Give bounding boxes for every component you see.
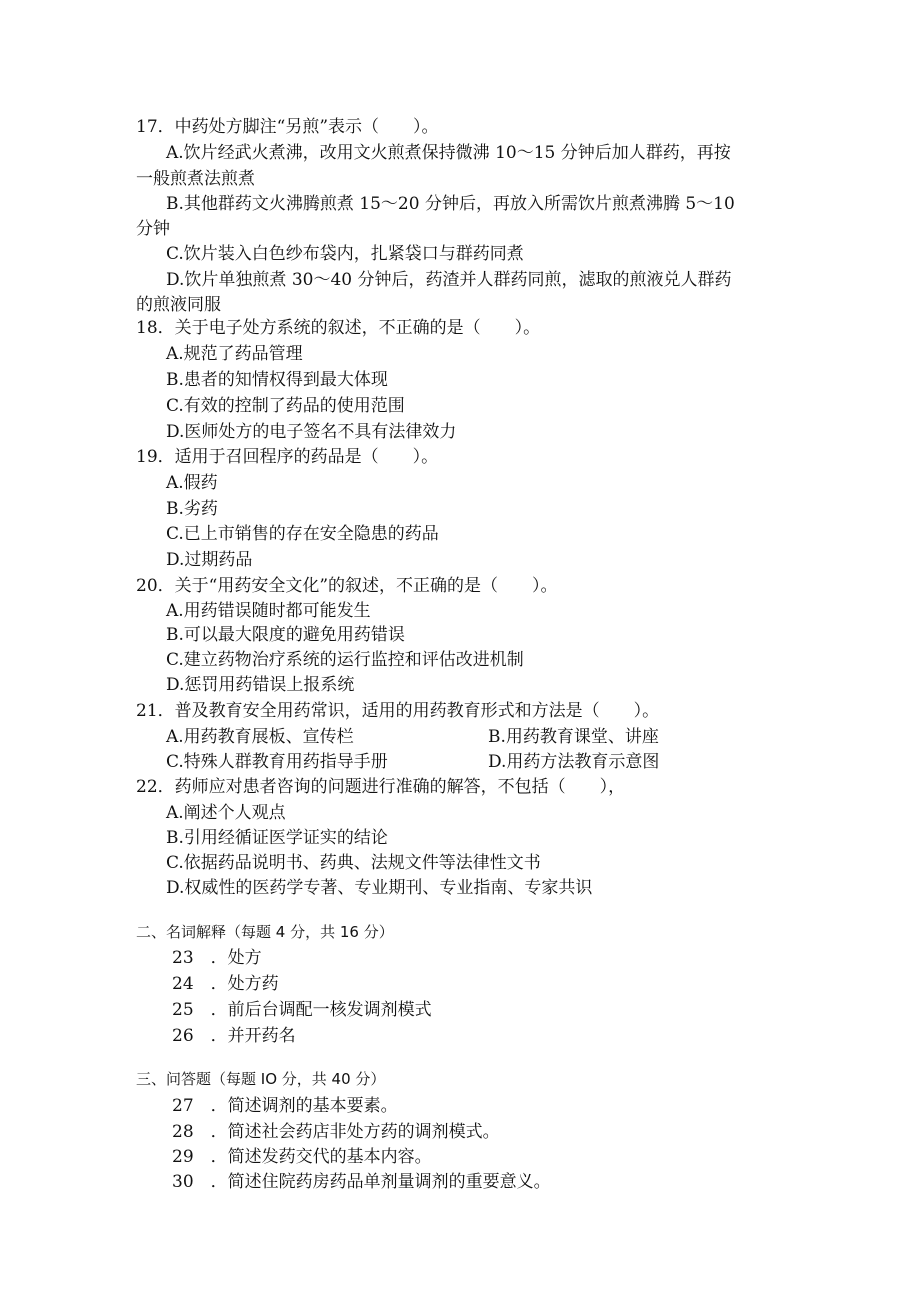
question-text: ．适用于召回程序的药品是（ ）。 bbox=[157, 447, 439, 467]
essay-question: 30 ．简述住院药房药品单剂量调剂的重要意义。 bbox=[172, 1172, 551, 1192]
question-20-stem bbox=[136, 573, 558, 599]
option-d: D.饮片单独煎煮 30～40 分钟后，药渣并人群药同煎，滤取的煎液兑人群药 bbox=[166, 270, 732, 290]
question-18-stem bbox=[136, 315, 540, 341]
term-item: 24 ．处方药 bbox=[172, 974, 279, 994]
question-text: ．普及教育安全用药常识，适用的用药教育形式和方法是（ ）。 bbox=[157, 701, 660, 721]
question-text: ．关于电子处方系统的叙述，不正确的是（ ）。 bbox=[157, 318, 541, 338]
question-19-stem bbox=[136, 444, 438, 470]
question-text: ．中药处方脚注“另煎”表示（ ）。 bbox=[157, 117, 439, 137]
option-a-continuation: 一般煎煮法煎煮 bbox=[136, 169, 255, 189]
essay-question: 29 ．简述发药交代的基本内容。 bbox=[172, 1147, 432, 1167]
term-item: 26 ．并开药名 bbox=[172, 1026, 296, 1046]
option-b-continuation: 分钟 bbox=[136, 219, 170, 239]
option-c: C.建立药物治疗系统的运行监控和评估改进机制 bbox=[166, 650, 524, 670]
question-number: 19 bbox=[136, 447, 158, 467]
question-number: 21 bbox=[136, 701, 158, 721]
option-d: D.医师处方的电子签名不具有法律效力 bbox=[166, 422, 457, 442]
question-text: ．关于“用药安全文化”的叙述，不正确的是（ ）。 bbox=[157, 576, 558, 596]
section-3-heading: 三、问答题（每题 IO 分，共 40 分） bbox=[136, 1070, 386, 1088]
question-number: 20 bbox=[136, 576, 158, 596]
question-22-stem bbox=[136, 774, 625, 800]
term-item: 25 ．前后台调配一核发调剂模式 bbox=[172, 1000, 432, 1020]
option-a: A.用药教育展板、宣传栏 bbox=[166, 727, 354, 747]
option-a: A.假药 bbox=[166, 473, 218, 493]
option-c: C.已上市销售的存在安全隐患的药品 bbox=[166, 524, 439, 544]
option-c: C.依据药品说明书、药典、法规文件等法律性文书 bbox=[166, 853, 541, 873]
option-b: B.患者的知情权得到最大体现 bbox=[166, 370, 388, 390]
option-b: B.用药教育课堂、讲座 bbox=[488, 727, 659, 747]
question-number: 18 bbox=[136, 318, 158, 338]
option-b: B.引用经循证医学证实的结论 bbox=[166, 828, 388, 848]
question-text: ．药师应对患者咨询的问题进行准确的解答，不包括（ ）， bbox=[157, 777, 626, 797]
option-b: B.可以最大限度的避免用药错误 bbox=[166, 625, 405, 645]
option-b: B.劣药 bbox=[166, 499, 218, 519]
essay-question: 27 ．简述调剂的基本要素。 bbox=[172, 1096, 398, 1116]
question-21-stem bbox=[136, 698, 659, 724]
question-number: 17 bbox=[136, 117, 158, 137]
option-d: D.惩罚用药错误上报系统 bbox=[166, 675, 355, 695]
question-17-stem bbox=[136, 114, 439, 140]
option-c: C.饮片装入白色纱布袋内，扎紧袋口与群药同煮 bbox=[166, 244, 524, 264]
option-b: B.其他群药文火沸腾煎煮 15～20 分钟后，再放入所需饮片煎煮沸腾 5～10 bbox=[166, 194, 735, 214]
question-number: 22 bbox=[136, 777, 158, 797]
option-a: A.饮片经武火煮沸，改用文火煎煮保持微沸 10～15 分钟后加人群药，再按 bbox=[166, 143, 731, 163]
option-d: D.过期药品 bbox=[166, 550, 253, 570]
option-d: D.用药方法教育示意图 bbox=[488, 752, 660, 772]
option-a: A.规范了药品管理 bbox=[166, 344, 303, 364]
essay-question: 28 ．简述社会药店非处方药的调剂模式。 bbox=[172, 1122, 500, 1142]
option-d-continuation: 的煎液同服 bbox=[136, 295, 221, 315]
section-2-heading: 二、名词解释（每题 4 分，共 16 分） bbox=[136, 923, 394, 941]
option-a: A.用药错误随时都可能发生 bbox=[166, 601, 371, 621]
option-d: D.权威性的医药学专著、专业期刊、专业指南、专家共识 bbox=[166, 878, 593, 898]
option-a: A.阐述个人观点 bbox=[166, 803, 286, 823]
term-item: 23 ．处方 bbox=[172, 948, 262, 968]
option-c: C.特殊人群教育用药指导手册 bbox=[166, 752, 388, 772]
option-c: C.有效的控制了药品的使用范围 bbox=[166, 396, 405, 416]
